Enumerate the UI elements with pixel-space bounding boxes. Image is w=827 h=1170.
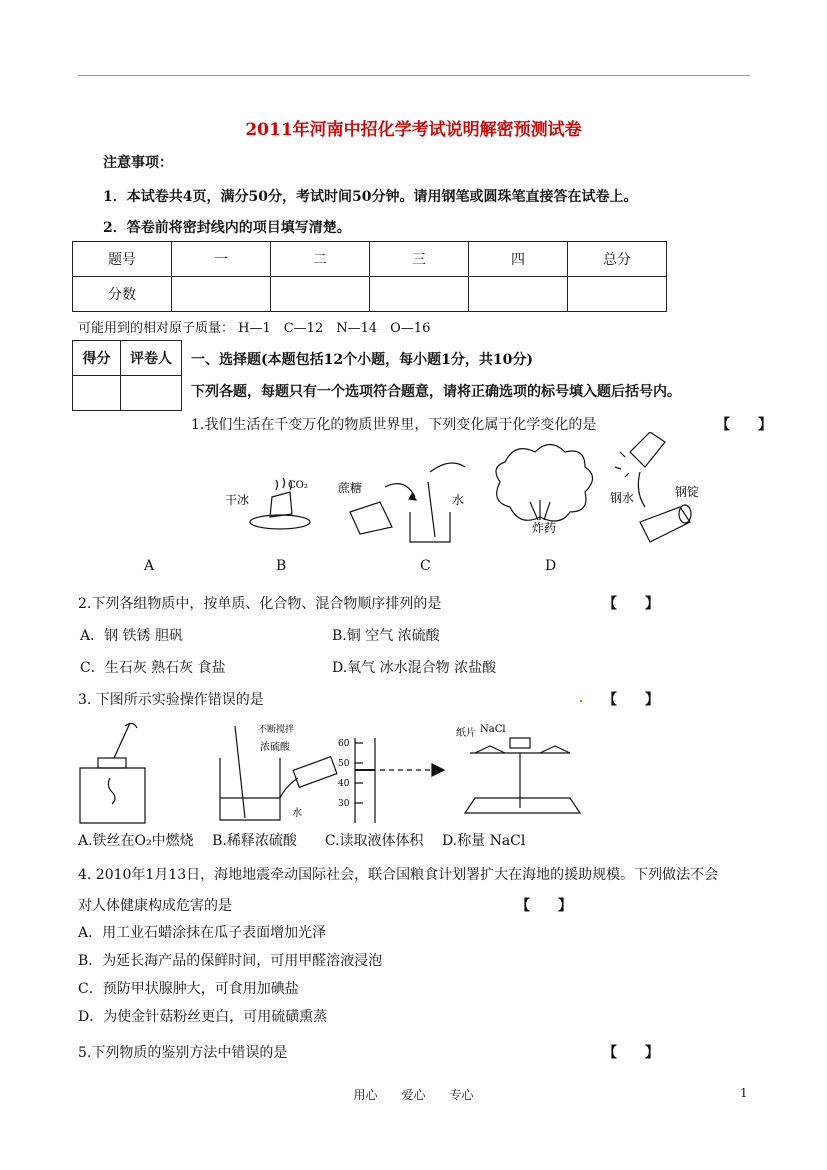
tick-40: 40 xyxy=(338,779,350,789)
page-title: 2011年河南中招化学考试说明解密预测试卷 xyxy=(245,120,582,140)
grader-score-input[interactable] xyxy=(73,376,121,411)
score-cell: 题号 xyxy=(73,242,172,277)
score-cell: 三 xyxy=(370,242,469,277)
page-number: 1 xyxy=(740,1086,748,1100)
iron-wire-burning-illustration xyxy=(80,723,145,823)
notice-item-1: 1．本试卷共4页，满分50分，考试时间50分钟。请用钢笔或圆珠笔直接答在试卷上。 xyxy=(103,189,638,205)
sugar-dissolving-illustration xyxy=(350,463,465,542)
score-cell: 四 xyxy=(469,242,568,277)
nacl-label: NaCl xyxy=(480,724,506,735)
score-input-cell[interactable] xyxy=(271,277,370,312)
grader-score-label: 得分 xyxy=(73,341,121,376)
q1-stem: 1.我们生活在千变万化的物质世界里，下列变化属于化学变化的是 xyxy=(191,417,597,433)
water-label-q1: 水 xyxy=(452,493,465,507)
balance-illustration xyxy=(465,738,580,813)
explosion-illustration xyxy=(496,445,593,522)
grader-table xyxy=(72,340,182,411)
tick-60: 60 xyxy=(338,739,350,749)
q4-option-d: D．为使金针菇粉丝更白，可用硫磺熏蒸 xyxy=(78,1009,328,1025)
q1-answer-bracket[interactable]: 【 】 xyxy=(716,417,772,433)
q4-stem-line-2: 对人体健康构成危害的是 xyxy=(78,898,232,914)
tick-30: 30 xyxy=(338,799,350,809)
q5-answer-bracket[interactable]: 【 】 xyxy=(603,1045,659,1061)
paper-label: 纸片 xyxy=(456,728,476,739)
score-input-cell[interactable] xyxy=(469,277,568,312)
q1-option-c: C xyxy=(420,558,431,574)
conc-acid-label: 浓硫酸 xyxy=(260,742,290,753)
q4-option-a: A．用工业石蜡涂抹在瓜子表面增加光泽 xyxy=(78,925,327,941)
q1-option-a: A xyxy=(144,558,155,574)
dry-ice-label: 干冰 xyxy=(225,493,250,507)
q3-options: A.铁丝在O₂中燃烧 B.稀释浓硫酸 C.读取液体体积 D.称量 NaCl xyxy=(78,833,526,849)
q5-stem: 5.下列物质的鉴别方法中错误的是 xyxy=(78,1045,288,1061)
q1-option-d: D xyxy=(545,558,557,574)
q2-stem: 2.下列各组物质中，按单质、化合物、混合物顺序排列的是 xyxy=(78,596,442,612)
score-input-cell[interactable] xyxy=(370,277,469,312)
grader-name-label: 评卷人 xyxy=(121,341,182,376)
graduated-cylinder-illustration xyxy=(355,738,444,823)
section-1-heading: 一、选择题(本题包括12个小题，每小题1分，共10分) xyxy=(191,352,533,368)
q1-figure xyxy=(220,432,700,557)
dilute-acid-illustration xyxy=(220,726,337,820)
q4-answer-bracket[interactable]: 【 】 xyxy=(516,898,572,914)
atomic-mass-line: 可能用到的相对原子质量： H—1 C—12 N—14 O—16 xyxy=(78,321,431,336)
header-rule xyxy=(78,75,750,76)
q4-stem-line-1: 4. 2010年1月13日，海地地震牵动国际社会，联合国粮食计划署扩大在海地的援助规模。下列做法不会 xyxy=(78,867,719,883)
steel-ingot-label: 钢锭 xyxy=(675,485,700,499)
score-table-header-row xyxy=(73,242,667,277)
score-table-score-row xyxy=(73,277,667,312)
stray-dot xyxy=(580,700,582,702)
q2-option-c: C．生石灰 熟石灰 食盐 xyxy=(80,660,226,676)
q2-option-d: D.氧气 冰水混合物 浓盐酸 xyxy=(332,660,497,676)
section-1-instruction: 下列各题，每题只有一个选项符合题意，请将正确选项的标号填入题后括号内。 xyxy=(191,384,681,400)
score-input-cell[interactable] xyxy=(568,277,667,312)
water-label-q3: 水 xyxy=(292,808,302,819)
q2-option-a: A．钢 铁锈 胆矾 xyxy=(80,628,184,644)
q1-option-b: B xyxy=(276,558,287,574)
score-cell: 二 xyxy=(271,242,370,277)
co2-label: CO₂ xyxy=(288,480,308,491)
sugar-label: 蔗糖 xyxy=(338,481,363,495)
q2-answer-bracket[interactable]: 【 】 xyxy=(603,596,659,612)
q3-answer-bracket[interactable]: 【 】 xyxy=(603,692,659,708)
q4-option-c: C．预防甲状腺肿大，可食用加碘盐 xyxy=(78,981,299,997)
notice-item-2: 2．答卷前将密封线内的项目填写清楚。 xyxy=(103,220,351,236)
score-cell: 一 xyxy=(172,242,271,277)
q4-option-b: B．为延长海产品的保鲜时间，可用甲醛溶液浸泡 xyxy=(78,953,383,969)
explosive-label: 炸药 xyxy=(532,521,557,535)
grader-name-input[interactable] xyxy=(121,376,182,411)
score-table xyxy=(72,241,667,312)
notice-heading: 注意事项： xyxy=(103,155,173,171)
q3-figure xyxy=(70,718,590,828)
q3-stem: 3. 下图所示实验操作错误的是 xyxy=(78,692,264,708)
score-input-cell[interactable] xyxy=(172,277,271,312)
molten-steel-label: 钢水 xyxy=(610,491,635,505)
score-cell: 分数 xyxy=(73,277,172,312)
tick-50: 50 xyxy=(338,759,350,769)
stir-label: 不断搅拌 xyxy=(258,725,295,735)
q2-option-b: B.铜 空气 浓硫酸 xyxy=(332,628,440,644)
page-footer: 用心 爱心 专心 xyxy=(353,1088,474,1102)
score-cell: 总分 xyxy=(568,242,667,277)
